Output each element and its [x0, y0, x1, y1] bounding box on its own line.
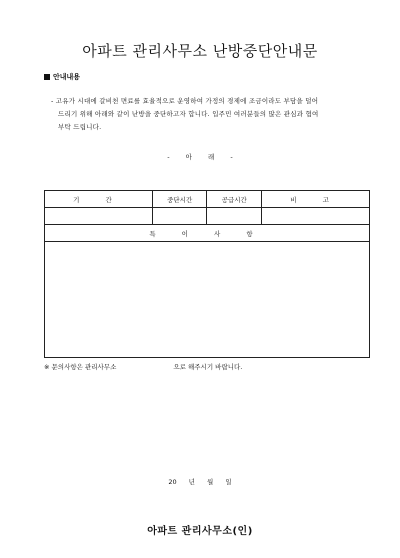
contact-note: [44, 362, 374, 371]
notes-row: [45, 242, 370, 358]
note-prefix: ※ 문의사항은 관리사무소: [44, 363, 117, 371]
document-title: 아파트 관리사무소 난방중단안내문: [82, 42, 318, 60]
note-suffix: 으로 해주시기 바랍니다.: [173, 363, 243, 371]
schedule-table: [44, 190, 370, 358]
body-line: 부탁 드립니다.: [58, 123, 102, 131]
date-line: 20 년 월 일: [168, 478, 232, 486]
square-bullet-icon: [44, 74, 50, 80]
remarks-cell[interactable]: [262, 208, 370, 225]
stop-time-header: 중단시간: [152, 191, 207, 208]
supply-time-cell[interactable]: [207, 208, 262, 225]
period-cell[interactable]: [45, 208, 153, 225]
signature-line: 아파트 관리사무소(인): [147, 526, 253, 537]
notes-header-row: [45, 225, 370, 242]
note-blank: [116, 362, 173, 371]
table-header-row: [45, 191, 370, 208]
notes-body-cell[interactable]: [45, 242, 370, 358]
supply-time-header: 공급시간: [207, 191, 262, 208]
period-header: 기 간: [45, 191, 153, 208]
notice-body: [51, 95, 369, 134]
below-heading: - 아 래 -: [167, 153, 233, 161]
body-line: - 고유가 시대에 갈비천 면료를 효율적으로 운영하여 가정의 경제에 조금이라도 부담을 덜어: [51, 97, 319, 105]
table-row: [45, 208, 370, 225]
notes-header: 특 이 사 항: [45, 225, 370, 242]
section-heading: [44, 72, 80, 82]
remarks-header: 비 고: [262, 191, 370, 208]
section-label: 안내내용: [53, 73, 81, 81]
body-line: 드리기 위해 아래와 같이 난방을 중단하고자 합니다. 입주민 여러분들의 많은 관심과 협여: [58, 110, 319, 118]
stop-time-cell[interactable]: [152, 208, 207, 225]
